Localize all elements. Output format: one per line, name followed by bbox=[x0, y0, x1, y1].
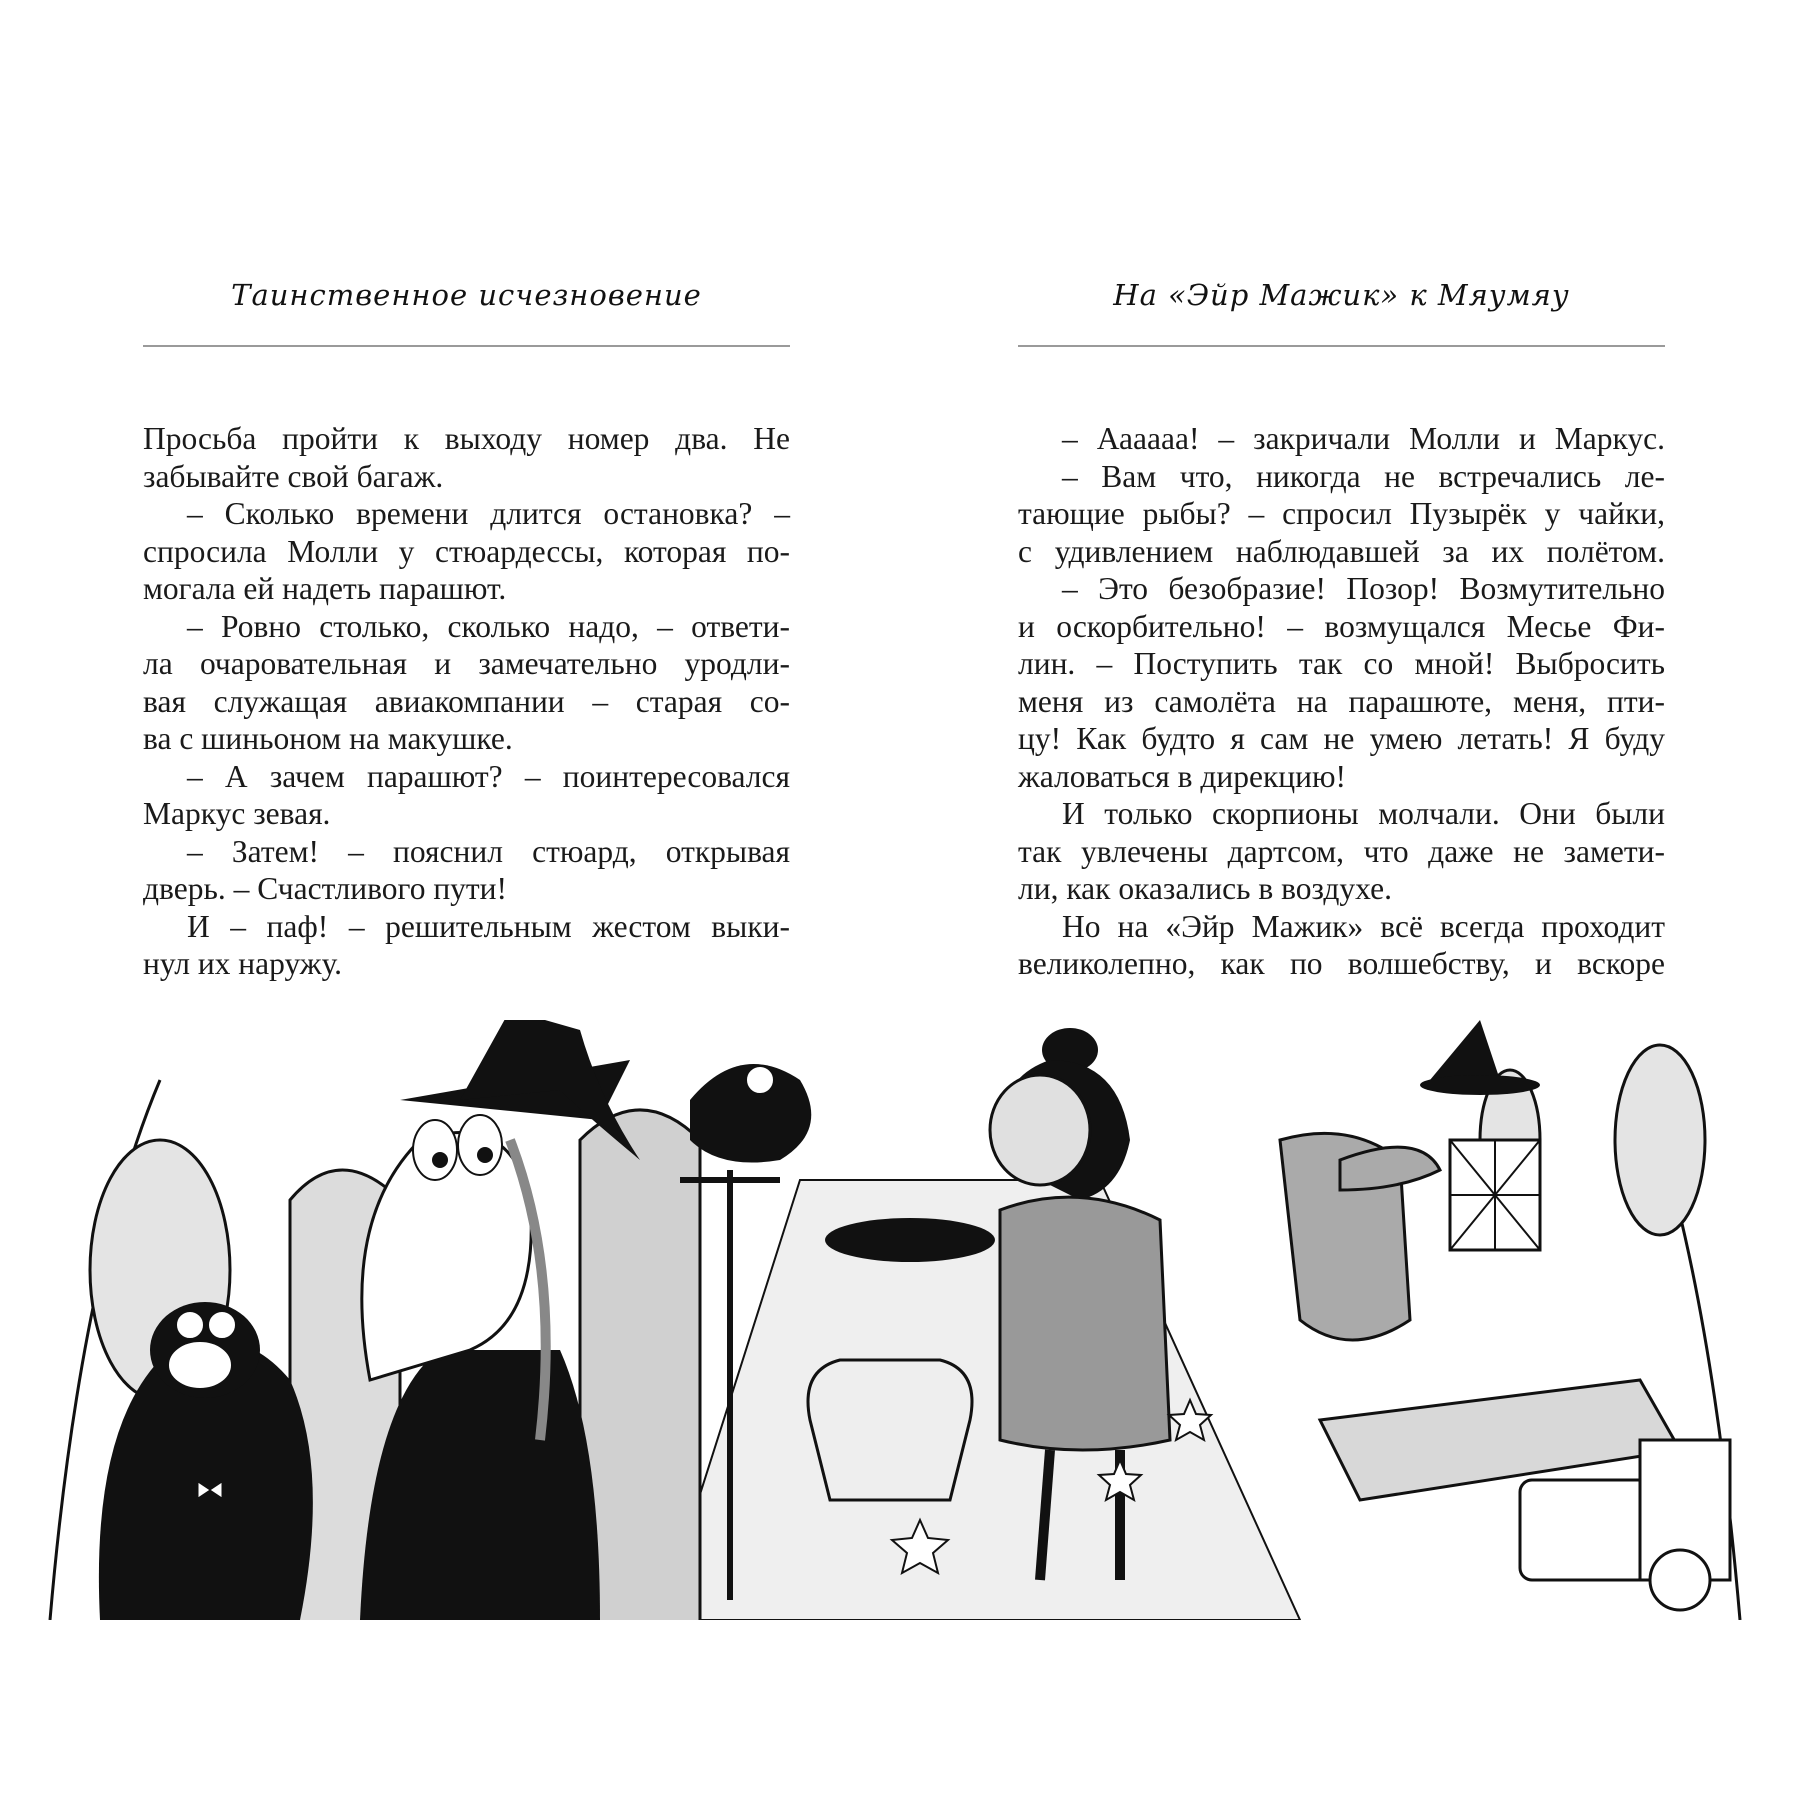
text-line: могала ей надеть парашют. bbox=[143, 571, 507, 606]
text-line: И только скорпионы молчали. Они были bbox=[1062, 796, 1665, 831]
body-text-right bbox=[1018, 420, 1665, 983]
text-line: – Вам что, никогда не встречались ле- bbox=[1062, 458, 1665, 494]
text-line: Просьба пройти к выходу номер два. Не bbox=[143, 421, 790, 456]
text-line: цу! Как будто я сам не умею летать! Я буду bbox=[1018, 721, 1665, 756]
text-line: жаловаться в дирекцию! bbox=[1018, 758, 1346, 794]
text-line: – Затем! – пояснил стюард, открывая bbox=[187, 833, 790, 869]
text-line: тающие рыбы? – спросил Пузырёк у чайки, bbox=[1018, 496, 1665, 531]
text-line: ли, как оказались в воздухе. bbox=[1018, 871, 1393, 906]
text-line: вая служащая авиакомпании – старая со- bbox=[143, 683, 790, 719]
text-line: ва с шиньоном на макушке. bbox=[143, 721, 513, 756]
text-line: нул их наружу. bbox=[143, 946, 343, 981]
text-line: Маркус зевая. bbox=[143, 796, 331, 831]
suitcase bbox=[1520, 1480, 1650, 1580]
running-head-left: Таинственное исчезновение bbox=[231, 278, 702, 312]
text-line: великолепно, как по волшебству, и вскоре bbox=[1018, 946, 1665, 981]
ball bbox=[1650, 1550, 1710, 1610]
text-line: меня из самолёта на парашюте, меня, пти- bbox=[1018, 683, 1665, 719]
cabin-illustration bbox=[40, 1020, 1760, 1620]
text-line: дверь. – Счастливого пути! bbox=[143, 871, 508, 906]
text-line: – Ровно столько, сколько надо, – ответи- bbox=[187, 608, 790, 644]
text-line: забывайте свой багаж. bbox=[143, 458, 444, 494]
body-text-left bbox=[143, 420, 790, 983]
text-line: лин. – Поступить так со мной! Выбросить bbox=[1018, 646, 1665, 681]
text-line: – А зачем парашют? – поинтересовался bbox=[187, 758, 790, 794]
text-line: И – паф! – решительным жестом выки- bbox=[187, 908, 790, 944]
text-line: спросила Молли у стюардессы, которая по- bbox=[143, 533, 790, 569]
text-line: так увлечены дартсом, что даже не замети- bbox=[1018, 833, 1665, 869]
text-line: ла очаровательная и замечательно уродли- bbox=[143, 646, 790, 681]
running-head-right: На «Эйр Мажик» к Мяумяу bbox=[1113, 278, 1570, 312]
basin bbox=[808, 1360, 972, 1500]
text-line: – Это безобразие! Позор! Возмутительно bbox=[1062, 571, 1665, 606]
crocodile-figure bbox=[1280, 1133, 1440, 1340]
header-rule bbox=[143, 345, 790, 347]
text-line: и оскорбительно! – возмущался Месье Фи- bbox=[1018, 608, 1665, 644]
text-line: с удивлением наблюдавшей за их полётом. bbox=[1018, 533, 1665, 569]
text-line: – Аааааа! – закричали Молли и Маркус. bbox=[1062, 421, 1665, 456]
header-rule bbox=[1018, 345, 1665, 347]
text-line: Но на «Эйр Мажик» всё всегда проходит bbox=[1062, 908, 1665, 944]
text-line: – Сколько времени длится остановка? – bbox=[187, 496, 790, 531]
window-right bbox=[1615, 1045, 1705, 1235]
